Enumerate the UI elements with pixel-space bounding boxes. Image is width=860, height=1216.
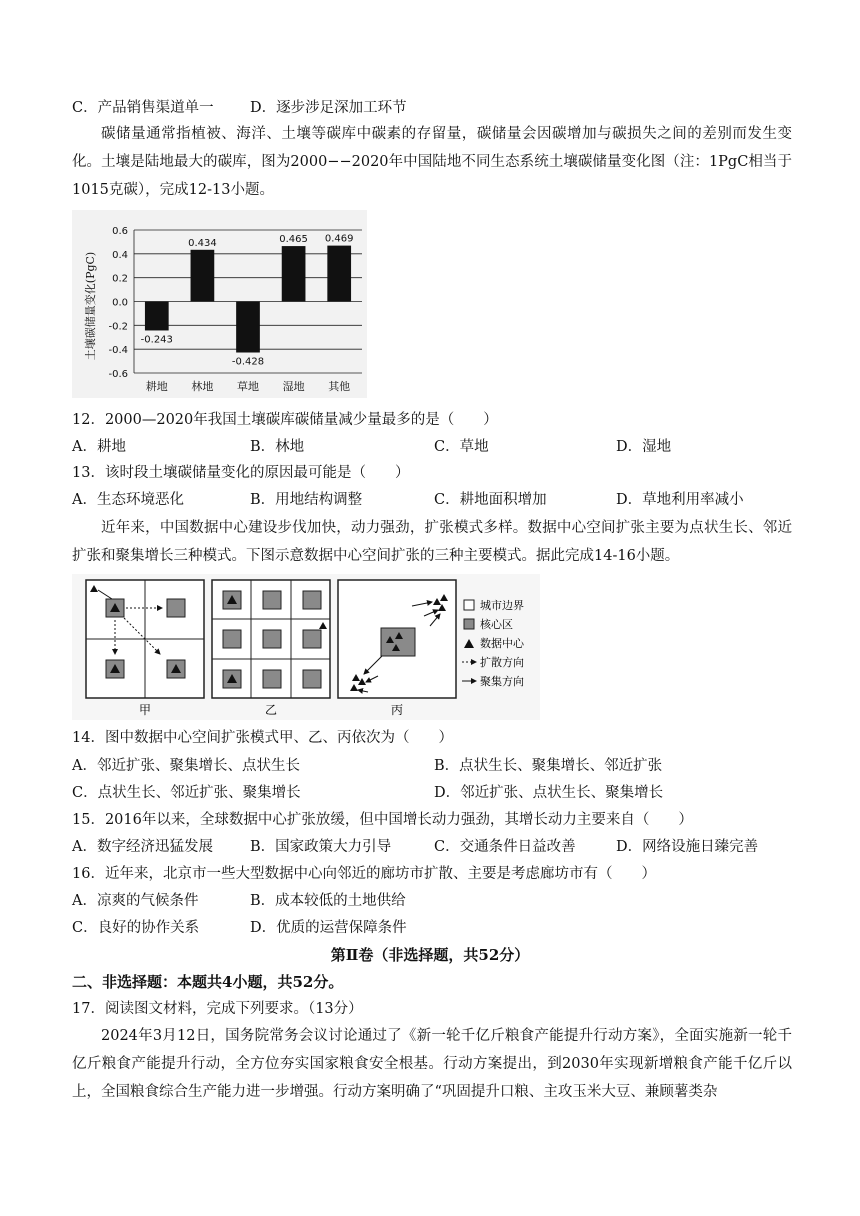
bar-value-label: -0.243 bbox=[140, 334, 173, 346]
part2-title: 第Ⅱ卷（非选择题，共52分） bbox=[330, 946, 530, 964]
q15-option-a: A．数字经济迅猛发展 bbox=[72, 839, 213, 855]
bar-value-label: 0.465 bbox=[279, 234, 308, 246]
y-tick-label: -0.2 bbox=[108, 321, 128, 333]
legend-city-boundary: 城市边界 bbox=[480, 599, 524, 612]
datacenter-diagram bbox=[72, 574, 540, 720]
panel-label-yi: 乙 bbox=[264, 703, 278, 717]
y-tick-label: -0.6 bbox=[108, 369, 128, 380]
q14-stem: 14．图中数据中心空间扩张模式甲、乙、丙依次为（ ） bbox=[72, 730, 453, 746]
q13-option-b: B．用地结构调整 bbox=[250, 492, 363, 508]
legend-diffusion: 扩散方向 bbox=[480, 656, 524, 669]
legend-data-center: 数据中心 bbox=[480, 637, 524, 650]
y-tick-label: 0.6 bbox=[112, 226, 128, 237]
bar-2 bbox=[236, 302, 260, 353]
q15-stem: 15．2016年以来，全球数据中心扩张放缓，但中国增长动力强劲，其增长动力主要来自（ ） bbox=[72, 812, 693, 828]
bar-value-label: 0.469 bbox=[324, 233, 354, 245]
x-tick-label: 草地 bbox=[237, 380, 259, 393]
bar-4 bbox=[327, 246, 351, 302]
x-tick-label: 其他 bbox=[328, 380, 351, 393]
panel-label-bing: 丙 bbox=[390, 703, 404, 717]
q13-option-c: C．耕地面积增加 bbox=[434, 492, 547, 508]
datacenter-intro: 近年来，中国数据中心建设步伐加快，动力强劲，扩张模式多样。数据中心空间扩张主要为点状生长、邻近扩张和聚集增长三种模式。下图示意数据中心空间扩张的三种主要模式。据此完成14-16小题。 bbox=[72, 520, 792, 564]
q12-option-c: C．草地 bbox=[434, 439, 489, 455]
bar-0 bbox=[145, 302, 169, 331]
x-tick-label: 耕地 bbox=[145, 380, 168, 393]
bar-value-label: -0.428 bbox=[231, 356, 265, 368]
bar-3 bbox=[282, 246, 306, 301]
q13-option-d: D．草地利用率减小 bbox=[616, 492, 744, 508]
q16-stem: 16．近年来，北京市一些大型数据中心向邻近的廊坊市扩散、主要是考虑廊坊市有（ ） bbox=[72, 866, 656, 882]
q12-stem: 12．2000—2020年我国土壤碳库碳储量减少量最多的是（ ） bbox=[72, 412, 498, 428]
panel-label-jia: 甲 bbox=[138, 703, 152, 717]
option-c: C．产品销售渠道单一 bbox=[72, 100, 214, 116]
x-tick-label: 湿地 bbox=[282, 380, 305, 393]
carbon-storage-chart bbox=[72, 210, 367, 398]
q16-option-c: C．良好的协作关系 bbox=[72, 920, 200, 936]
q17-material: 2024年3月12日，国务院常务会议讨论通过了《新一轮千亿斤粮食产能提升行动方案》，全面实施新一轮千亿斤粮食产能提升行动，全方位夯实国家粮食安全根基。行动方案提出，到2030年实现新增粮食产能千亿斤以上，全国粮食综合生产能力进一步增强。行动方案明确了“巩固提升口粮、主攻玉米大豆、兼顾薯类杂 bbox=[72, 1028, 792, 1100]
q14-option-c: C．点状生长、邻近扩张、聚集增长 bbox=[72, 785, 301, 801]
bar-value-label: 0.434 bbox=[188, 237, 217, 249]
q15-option-b: B．国家政策大力引导 bbox=[250, 839, 392, 855]
q13-option-a: A．生态环境恶化 bbox=[72, 492, 184, 508]
legend-core-area: 核心区 bbox=[480, 618, 513, 631]
q13-stem: 13．该时段土壤碳储量变化的原因最可能是（ ） bbox=[72, 465, 410, 481]
q15-option-c: C．交通条件日益改善 bbox=[434, 839, 576, 855]
q14-option-b: B．点状生长、聚集增长、邻近扩张 bbox=[434, 758, 663, 774]
q14-option-a: A．邻近扩张、聚集增长、点状生长 bbox=[72, 758, 300, 774]
y-tick-label: 0.2 bbox=[112, 273, 128, 285]
q12-option-d: D．湿地 bbox=[616, 439, 672, 455]
intro-paragraph: 碳储量通常指植被、海洋、土壤等碳库中碳素的存留量，碳储量会因碳增加与碳损失之间的差别而发生变化。土壤是陆地最大的碳库，图为2000−−2020年中国陆地不同生态系统土壤碳储量变化图（注：1PgC相当于1015克碳），完成12-13小题。 bbox=[72, 126, 792, 198]
q15-option-d: D．网络设施日臻完善 bbox=[616, 839, 759, 855]
q16-option-d: D．优质的运营保障条件 bbox=[250, 920, 407, 936]
bar-1 bbox=[191, 250, 215, 302]
section2-title: 二、非选择题：本题共4小题，共52分。 bbox=[72, 973, 344, 991]
legend-agglomeration: 聚集方向 bbox=[480, 675, 524, 688]
y-tick-label: -0.4 bbox=[108, 345, 128, 357]
x-tick-label: 林地 bbox=[191, 380, 214, 393]
panel-bing bbox=[338, 580, 456, 717]
y-tick-label: 0.0 bbox=[112, 297, 128, 309]
panel-jia bbox=[86, 580, 204, 717]
q12-option-a: A．耕地 bbox=[72, 439, 126, 455]
q16-option-a: A．凉爽的气候条件 bbox=[72, 893, 199, 909]
y-tick-label: 0.4 bbox=[112, 249, 128, 261]
q17-stem: 17．阅读图文材料，完成下列要求。（13分） bbox=[72, 1001, 363, 1017]
option-d: D．逐步涉足深加工环节 bbox=[250, 100, 407, 116]
q14-option-d: D．邻近扩张、点状生长、聚集增长 bbox=[434, 785, 664, 801]
q16-option-b: B．成本较低的土地供给 bbox=[250, 893, 406, 909]
y-axis-title: 土壤碳储量变化(PgC) bbox=[84, 251, 97, 361]
q12-option-b: B．林地 bbox=[250, 439, 305, 455]
panel-yi bbox=[212, 580, 330, 717]
